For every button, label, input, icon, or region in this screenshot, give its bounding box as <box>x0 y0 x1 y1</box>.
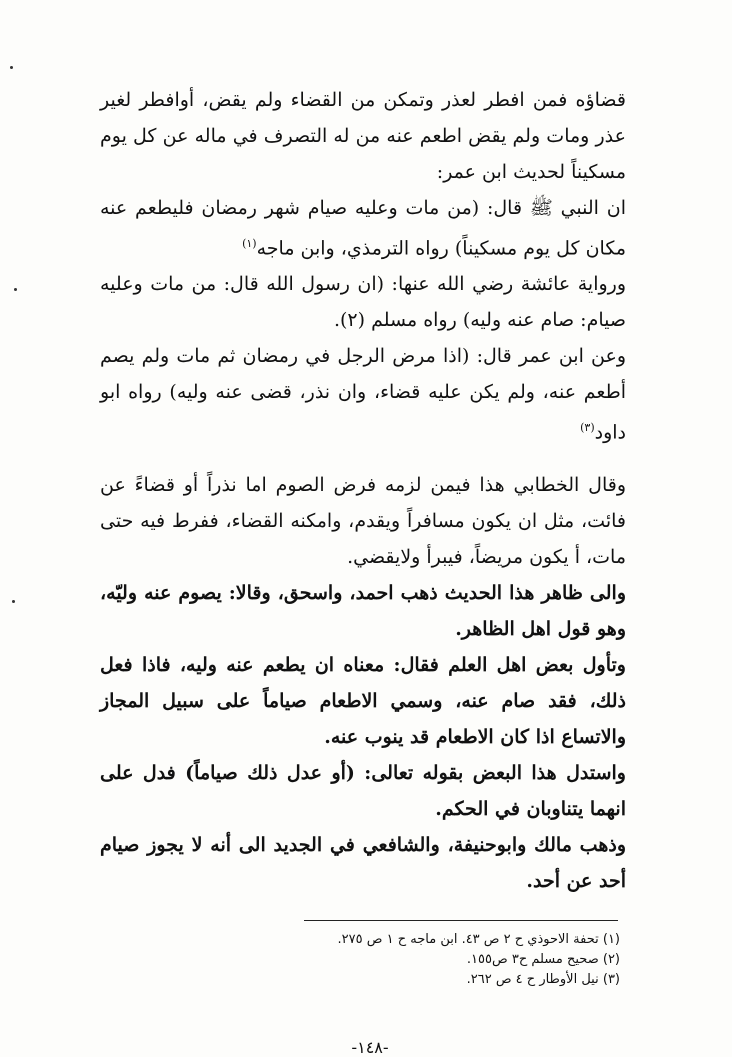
paragraph-1: قضاؤه فمن افطر لعذر وتمكن من القضاء ولم يقض، أوافطر لغير عذر ومات ولم يقض اطعم عنه من له التصرف في ماله عن كل يوم مسكيناً لحديث ابن عمر: <box>100 89 626 183</box>
scan-speck <box>12 600 15 603</box>
paragraph-9: وذهب مالك وابوحنيفة، والشافعي في الجديد الى أنه لا يجوز صيام أحد عن أحد. <box>100 833 626 892</box>
footnote-1: (١) تحفة الاحوذي ح ٢ ص ٤٣. ابن ماجه ح ١ ص ٢٧٥. <box>337 932 620 947</box>
footnote-divider <box>304 920 618 921</box>
page-number: -١٤٨- <box>351 1038 389 1057</box>
paragraph-6: والى ظاهر هذا الحديث ذهب احمد، واسحق، وقالا: يصوم عنه وليّه، وهو قول اهل الظاهر. <box>100 581 626 640</box>
footnote-2: (٢) صحيح مسلم ح٣ ص١٥٥. <box>466 952 620 967</box>
scan-speck <box>14 288 17 291</box>
paragraph-3: ورواية عائشة رضي الله عنها: (ان رسول الله قال: من مات وعليه صيام: صام عنه وليه) رواه مسلم (٢). <box>100 273 626 332</box>
paragraph-2: ان النبي ﷺ قال: (من مات وعليه صيام شهر رمضان فليطعم عنه مكان كل يوم مسكيناً) رواه الترمذي، وابن ماجه$^{(١)}$ <box>100 197 626 260</box>
paragraph-5: وقال الخطابي هذا فيمن لزمه فرض الصوم اما نذراً أو قضاءً عن فائت، مثل ان يكون مسافراً ويقدم، وامكنه القضاء، ففرط فيه حتى مات، أ يكون مريضاً، فيبرأ ولايقضي. <box>100 473 626 568</box>
scan-speck <box>10 66 13 69</box>
paragraph-7: وتأول بعض اهل العلم فقال: معناه ان يطعم عنه وليه، فاذا فعل ذلك، فقد صام عنه، وسمي الاطعام صياماً على سبيل المجاز والاتساع اذا كان الاطعام قد ينوب عنه. <box>100 653 626 748</box>
paragraph-4: وعن ابن عمر قال: (اذا مرض الرجل في رمضان ثم مات ولم يصم أطعم عنه، ولم يكن عليه قضاء، وان نذر، قضى عنه وليه) رواه ابو داود$^{(٣)}$ <box>100 345 626 444</box>
footnote-marker-1: (١) <box>242 237 257 250</box>
footnote-3: (٣) نيل الأوطار ح ٤ ص ٢٦٢. <box>466 972 620 987</box>
footnote-marker-3: (٣) <box>580 421 595 435</box>
page-body <box>100 82 626 899</box>
paragraph-8: واستدل هذا البعض بقوله تعالى: (أو عدل ذلك صياماً) فدل على انهما يتناوبان في الحكم. <box>100 761 626 820</box>
footnotes <box>250 930 620 990</box>
